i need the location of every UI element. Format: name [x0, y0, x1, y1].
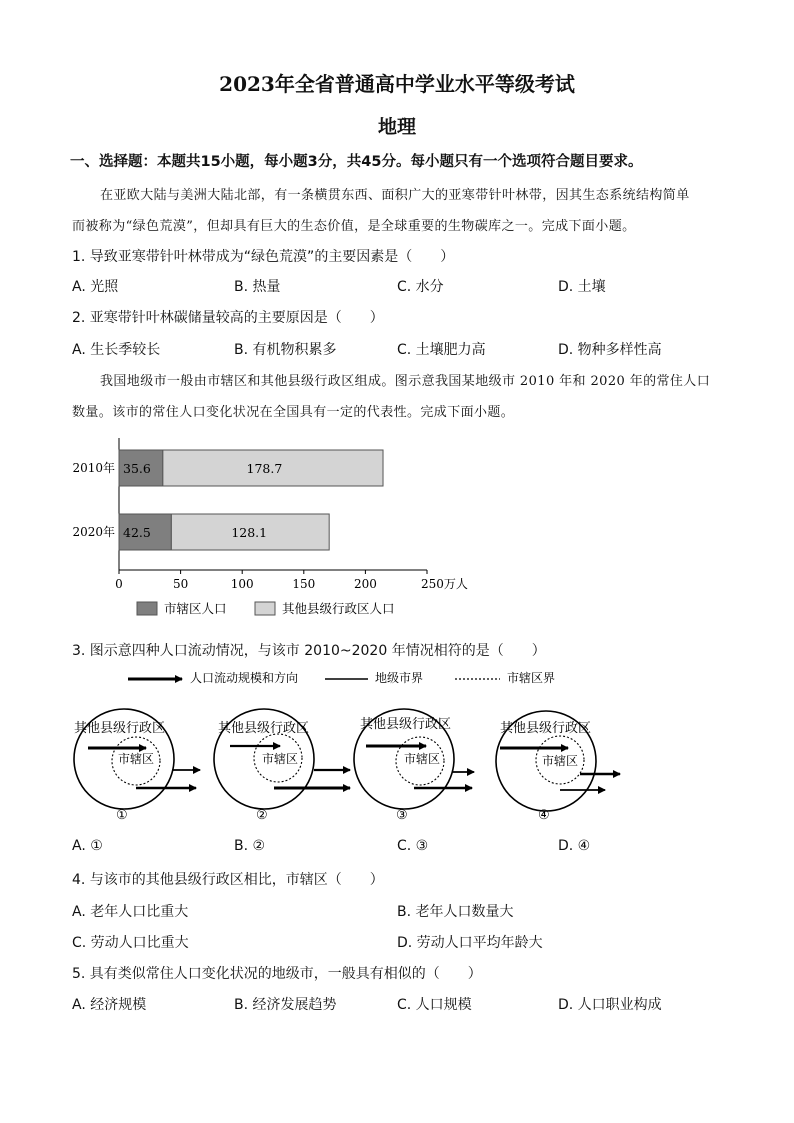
diagram-2	[214, 709, 350, 823]
diagram-2-outer-label: 其他县级行政区	[218, 721, 310, 736]
intro1-line1: 在亚欧大陆与美洲大陆北部，有一条横贯东西、面积广大的亚寒带针叶林带，因其生态系统结构简单	[100, 188, 690, 203]
diagram-2-number: ②	[256, 808, 268, 823]
q1-option-d[interactable]: D. 土壤	[558, 279, 606, 295]
diagram-4-outer-label: 其他县级行政区	[500, 721, 592, 736]
q4-option-a[interactable]: A. 老年人口比重大	[72, 904, 189, 920]
data-label: 128.1	[231, 525, 268, 540]
x-tick-label: 50	[172, 577, 189, 591]
q3-option-c[interactable]: C. ③	[397, 838, 429, 854]
legend-swatch	[137, 602, 157, 615]
q5-option-b[interactable]: B. 经济发展趋势	[234, 997, 337, 1013]
legend-swatch	[255, 602, 275, 615]
q2-option-c[interactable]: C. 土壤肥力高	[397, 342, 486, 358]
q2-option-d[interactable]: D. 物种多样性高	[558, 342, 662, 358]
legend-label: 市辖区人口	[164, 601, 227, 616]
diagram-1	[74, 709, 200, 823]
q4-option-d[interactable]: D. 劳动人口平均年龄大	[397, 935, 543, 951]
legend-district-boundary-label: 市辖区界	[507, 671, 556, 685]
legend-flow-label: 人口流动规模和方向	[190, 671, 299, 685]
q3-option-d[interactable]: D. ④	[558, 838, 591, 854]
intro1-line2: 而被称为“绿色荒漠”，但却具有巨大的生态价值，是全球重要的生物碳库之一。完成下面小题。	[72, 219, 636, 234]
category-label: 2010年	[72, 461, 115, 475]
q1-stem: 1. 导致亚寒带针叶林带成为“绿色荒漠”的主要因素是（ ）	[72, 249, 455, 265]
x-tick-label: 200	[353, 577, 377, 591]
population-chart	[60, 430, 480, 630]
q4-stem: 4. 与该市的其他县级行政区相比，市辖区（ ）	[72, 872, 384, 888]
q5-option-a[interactable]: A. 经济规模	[72, 997, 147, 1013]
legend-label: 其他县级行政区人口	[282, 601, 395, 616]
x-tick-label: 150	[292, 577, 316, 591]
diagram-4-inner-label: 市辖区	[542, 754, 579, 768]
q5-option-d[interactable]: D. 人口职业构成	[558, 997, 662, 1013]
q4-option-b[interactable]: B. 老年人口数量大	[397, 904, 514, 920]
category-label: 2020年	[72, 525, 115, 539]
x-tick-label: 100	[230, 577, 254, 591]
q1-option-a[interactable]: A. 光照	[72, 279, 119, 295]
diagram-4	[496, 711, 620, 823]
q2-stem: 2. 亚寒带针叶林碳储量较高的主要原因是（ ）	[72, 310, 384, 326]
diagram-1-inner-label: 市辖区	[118, 752, 155, 766]
diagram-1-number: ①	[116, 808, 128, 823]
migration-diagrams	[60, 664, 740, 834]
intro2-line2: 数量。该市的常住人口变化状况在全国具有一定的代表性。完成下面小题。	[72, 405, 515, 420]
q1-option-b[interactable]: B. 热量	[234, 279, 281, 295]
diagram-3	[354, 709, 474, 823]
exam-title: 2023年全省普通高中学业水平等级考试	[219, 72, 575, 96]
q1-option-c[interactable]: C. 水分	[397, 279, 444, 295]
diagram-3-number: ③	[396, 808, 408, 823]
q3-option-a[interactable]: A. ①	[72, 838, 103, 854]
diagram-3-outer-label: 其他县级行政区	[360, 717, 452, 732]
data-label: 35.6	[123, 461, 151, 476]
subject-title: 地理	[377, 116, 416, 138]
legend-city-boundary-label: 地级市界	[375, 671, 424, 685]
diagram-2-inner-label: 市辖区	[262, 752, 299, 766]
q5-stem: 5. 具有类似常住人口变化状况的地级市，一般具有相似的（ ）	[72, 966, 482, 982]
data-label: 42.5	[123, 525, 151, 540]
q3-option-b[interactable]: B. ②	[234, 838, 266, 854]
section-heading: 一、选择题：本题共15小题，每小题3分，共45分。每小题只有一个选项符合题目要求。	[70, 154, 643, 170]
data-label: 178.7	[246, 461, 283, 476]
q3-stem: 3. 图示意四种人口流动情况，与该市 2010~2020 年情况相符的是（ ）	[72, 643, 546, 659]
x-tick-label: 0	[115, 577, 123, 591]
diagram-3-inner-label: 市辖区	[404, 752, 441, 766]
q2-option-a[interactable]: A. 生长季较长	[72, 342, 161, 358]
diagram-1-outer-label: 其他县级行政区	[74, 721, 166, 736]
q2-option-b[interactable]: B. 有机物积累多	[234, 342, 337, 358]
x-tick-label: 250万人	[421, 577, 468, 591]
q5-option-c[interactable]: C. 人口规模	[397, 997, 472, 1013]
intro2-line1: 我国地级市一般由市辖区和其他县级行政区组成。图示意我国某地级市 2010 年和 2020 年的常住人口	[100, 374, 711, 389]
q4-option-c[interactable]: C. 劳动人口比重大	[72, 935, 189, 951]
diagram-4-number: ④	[538, 808, 550, 823]
